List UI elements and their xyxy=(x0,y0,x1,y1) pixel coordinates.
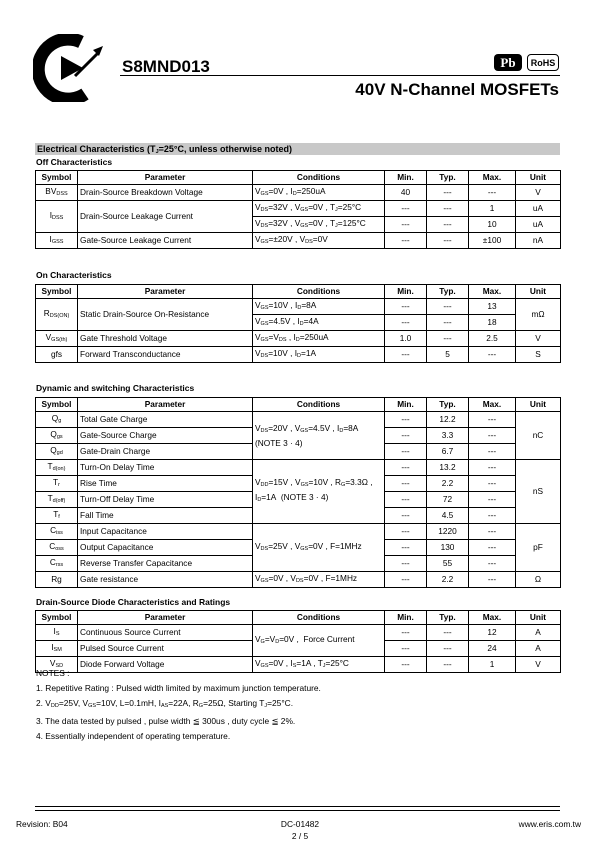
compliance-badges xyxy=(494,54,559,71)
cond-bvdss: $V_{GS}=0V$ , $I_D=250uA$ xyxy=(253,184,385,200)
table-row: $T_{d(off)}$ Turn-Off Delay Time --- 72 --- xyxy=(36,491,561,507)
cond-vgsth: $V_{GS}=V_{DS}$ , $I_D=250uA$ xyxy=(253,330,385,346)
table-row: $C_{rss}$ Reverse Transfer Capacitance --- 55 --- xyxy=(36,555,561,571)
cond-gfs: $V_{DS}=10V$ , $I_D=1A$ xyxy=(253,346,385,362)
company-logo xyxy=(33,34,108,102)
part-number: S8MND013 xyxy=(122,57,210,76)
note-4: 4. Essentially independent of operating temperature. xyxy=(36,731,231,741)
cond-rg: $V_{GS}=0V$ , $V_{DS}=0V$ , F=1MHz xyxy=(253,571,385,587)
note-1: 1. Repetitive Rating : Pulsed width limited by maximum junction temperature. xyxy=(36,683,321,693)
section-title-on: On Characteristics xyxy=(36,270,112,280)
table-row: $V_{SD}$ Diode Forward Voltage $V_{GS}=0V$ , $I_S=1A$ , $T_J=25^\circ C$ --- --- 1 V xyxy=(36,656,561,672)
col-typ: Typ. xyxy=(427,171,469,185)
notes-block xyxy=(36,666,321,744)
table-row: $T_f$ Fall Time --- 4.5 --- xyxy=(36,507,561,523)
table-row: $C_{iss}$ Input Capacitance $V_{DS}=25V$ , $V_{GS}=0V$ , F=1MHz --- 1220 --- pF xyxy=(36,523,561,539)
col-max: Max. xyxy=(469,171,516,185)
revision: Revision: B04 xyxy=(16,819,68,829)
symbol-igss: $I_{GSS}$ xyxy=(36,232,78,248)
dynamic-characteristics-table xyxy=(35,397,561,588)
header-rule xyxy=(120,75,560,76)
cond-rds-1: $V_{GS}=10V$ , $I_D=8A$ xyxy=(253,298,385,314)
section-title-off: Off Characteristics xyxy=(36,157,113,167)
table-row: $R_{DS(ON)}$ Static Drain-Source On-Resistance $V_{GS}=10V$ , $I_D=8A$ --- --- 13 mΩ xyxy=(36,298,561,314)
table-row: Rg Gate resistance $V_{GS}=0V$ , $V_{DS}=0V$ , F=1MHz --- 2.2 --- Ω xyxy=(36,571,561,587)
symbol-coss: $C_{oss}$ xyxy=(36,539,78,555)
table-row: gfs Forward Transconductance $V_{DS}=10V$ , $I_D=1A$ --- 5 --- S xyxy=(36,346,561,362)
document-title: 40V N-Channel MOSFETs xyxy=(355,80,559,99)
on-characteristics-table xyxy=(35,284,561,363)
table-header-row: Symbol Parameter Conditions Min. Typ. Max. Unit xyxy=(36,285,561,299)
cond-vsd: $V_{GS}=0V$ , $I_S=1A$ , $T_J=25^\circ C$ xyxy=(253,656,385,672)
cond-rds-2: $V_{GS}=4.5V$ , $I_D=4A$ xyxy=(253,314,385,330)
table-row: $I_{DSS}$ Drain-Source Leakage Current $V_{DS}=32V$ , $V_{GS}=0V$ , $T_J=25^\circ C$ --- --- 1 uA xyxy=(36,200,561,216)
cond-capacitance: $V_{DS}=25V$ , $V_{GS}=0V$ , F=1MHz xyxy=(253,523,385,571)
cond-switching: $V_{DD}=15V$ , $V_{GS}=10V$ , $R_G=3.3\Omega$ , $I_D=1A$ (NOTE 3 · 4) xyxy=(253,459,385,523)
table-row: $Q_{gd}$ Gate-Drain Charge --- 6.7 --- xyxy=(36,443,561,459)
symbol-vsd: $V_{SD}$ xyxy=(36,656,78,672)
col-parameter: Parameter xyxy=(78,171,253,185)
symbol-crss: $C_{rss}$ xyxy=(36,555,78,571)
table-header-row: Symbol Parameter Conditions Min. Typ. Max. Unit xyxy=(36,611,561,625)
cond-idss-1: $V_{DS}=32V$ , $V_{GS}=0V$ , $T_J=25^\circ C$ xyxy=(253,200,385,216)
table-row: $I_{GSS}$ Gate-Source Leakage Current $V_{GS}=\pm 20V$ , $V_{DS}=0V$ --- --- ±100 nA xyxy=(36,232,561,248)
symbol-tr: $T_r$ xyxy=(36,475,78,491)
note-3: 3. The data tested by pulsed , pulse width ≦ 300us , duty cycle ≦ 2%. xyxy=(36,716,296,726)
symbol-tdon: $T_{d(on)}$ xyxy=(36,459,78,475)
table-header-row: Symbol Parameter Conditions Min. Typ. Max. Unit xyxy=(36,398,561,412)
symbol-tdoff: $T_{d(off)}$ xyxy=(36,491,78,507)
table-header-row xyxy=(36,171,561,185)
table-row: $Q_g$ Total Gate Charge $V_{DS}=20V$ , $V_{GS}=4.5V$ , $I_D=8A$ (NOTE 3 · 4) --- 12.2 --- nC xyxy=(36,411,561,427)
symbol-tf: $T_f$ xyxy=(36,507,78,523)
notes-heading: NOTES : xyxy=(36,668,70,678)
table-row: $T_{d(on)}$ Turn-On Delay Time $V_{DD}=15V$ , $V_{GS}=10V$ , $R_G=3.3\Omega$ , $I_D=1A$ (NOTE 3 · 4) --- 13.2 --- nS xyxy=(36,459,561,475)
doc-number: DC-01482 xyxy=(280,819,320,829)
page-number: 2 / 5 xyxy=(291,831,309,841)
col-unit: Unit xyxy=(516,171,561,185)
table-row: $I_S$ Continuous Source Current $V_G=V_D=0V$ , Force Current --- --- 12 A xyxy=(36,624,561,640)
table-row: $Q_{gs}$ Gate-Source Charge --- 3.3 --- xyxy=(36,427,561,443)
cond-gate-charge: $V_{DS}=20V$ , $V_{GS}=4.5V$ , $I_D=8A$ (NOTE 3 · 4) xyxy=(253,411,385,459)
off-characteristics-table xyxy=(35,170,561,249)
website-url: www.eris.com.tw xyxy=(518,819,581,829)
diode-characteristics-table xyxy=(35,610,561,673)
table-row: $C_{oss}$ Output Capacitance --- 130 --- xyxy=(36,539,561,555)
footer-rule-thin xyxy=(35,810,560,811)
symbol-qgd: $Q_{gd}$ xyxy=(36,443,78,459)
footer-rule-thick xyxy=(35,806,560,807)
symbol-vgsth: $V_{GS(th)}$ xyxy=(36,330,78,346)
symbol-ism: $I_{SM}$ xyxy=(36,640,78,656)
lead-free-badge: Pb xyxy=(494,54,522,71)
col-symbol: Symbol xyxy=(36,171,78,185)
table-row: $T_r$ Rise Time --- 2.2 --- xyxy=(36,475,561,491)
electrical-characteristics-title: Electrical Characteristics ($T_J=25^\circ C$, unless otherwise noted) xyxy=(37,144,293,155)
symbol-bvdss: $BV_{DSS}$ xyxy=(36,184,78,200)
symbol-is: $I_S$ xyxy=(36,624,78,640)
col-min: Min. xyxy=(385,171,427,185)
table-row: $I_{SM}$ Pulsed Source Current --- --- 24 A xyxy=(36,640,561,656)
section-title-diode: Drain-Source Diode Characteristics and Ratings xyxy=(36,597,231,607)
cond-source-current: $V_G=V_D=0V$ , Force Current xyxy=(253,624,385,656)
cond-idss-2: $V_{DS}=32V$ , $V_{GS}=0V$ , $T_J=125^\circ C$ xyxy=(253,216,385,232)
note-2: 2. $V_{DD}=25V$, $V_{GS}=10V$, L=0.1mH, $I_{AS}=22A$, $R_G=25\Omega$, Starting $T_J=25^\circ C$. xyxy=(36,698,294,709)
symbol-ciss: $C_{iss}$ xyxy=(36,523,78,539)
cond-igss: $V_{GS}=\pm 20V$ , $V_{DS}=0V$ xyxy=(253,232,385,248)
section-title-dynamic: Dynamic and switching Characteristics xyxy=(36,383,195,393)
table-row: $V_{DS}=32V$ , $V_{GS}=0V$ , $T_J=125^\circ C$ --- --- 10 uA xyxy=(36,216,561,232)
table-row: $V_{GS}=4.5V$ , $I_D=4A$ --- --- 18 xyxy=(36,314,561,330)
symbol-rdson: $R_{DS(ON)}$ xyxy=(36,298,78,330)
table-row: $BV_{DSS}$ Drain-Source Breakdown Voltage $V_{GS}=0V$ , $I_D=250uA$ 40 --- --- V xyxy=(36,184,561,200)
symbol-idss: $I_{DSS}$ xyxy=(36,200,78,232)
col-conditions: Conditions xyxy=(253,171,385,185)
symbol-qg: $Q_g$ xyxy=(36,411,78,427)
rohs-badge: RoHS xyxy=(527,54,559,71)
symbol-qgs: $Q_{gs}$ xyxy=(36,427,78,443)
table-row: $V_{GS(th)}$ Gate Threshold Voltage $V_{GS}=V_{DS}$ , $I_D=250uA$ 1.0 --- 2.5 V xyxy=(36,330,561,346)
